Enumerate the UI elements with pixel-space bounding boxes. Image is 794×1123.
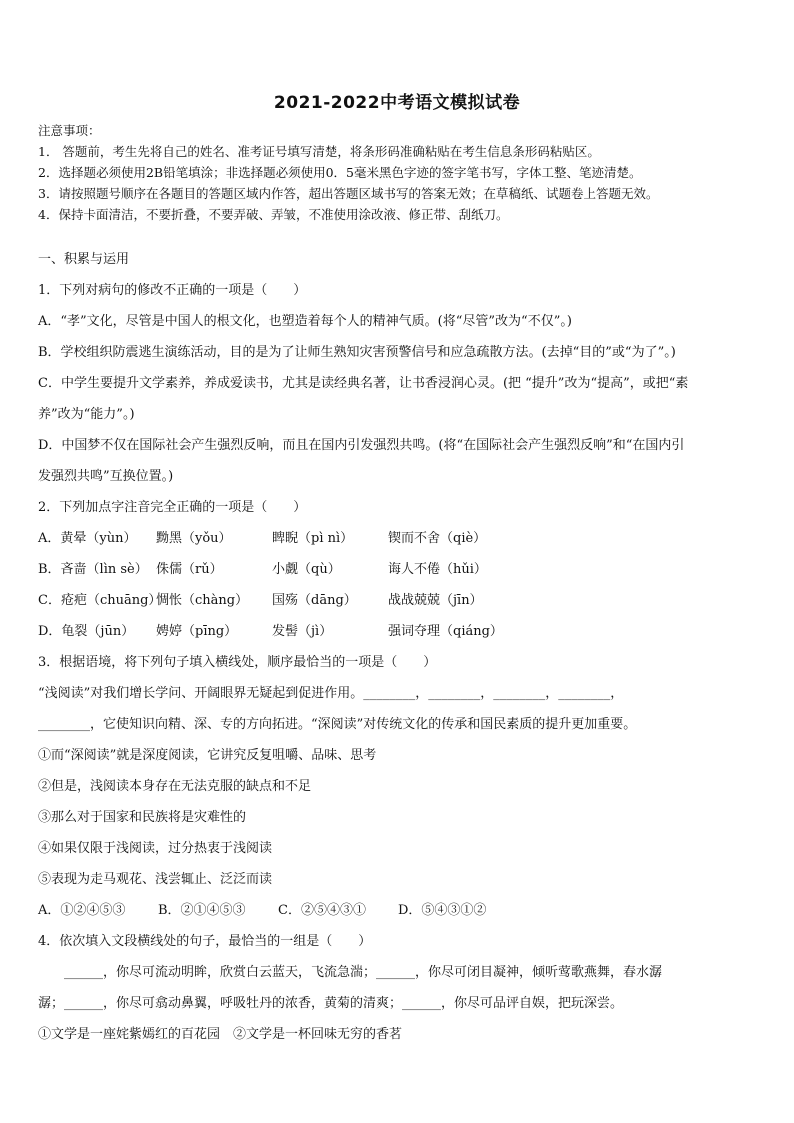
notice-block bbox=[38, 120, 758, 225]
pinyin-item: 锲而不舍（qiè） bbox=[388, 531, 487, 546]
pinyin-item: 惆怅（chàng） bbox=[156, 593, 249, 608]
question-1-option-b: B．学校组织防震逃生演练活动，目的是为了让师生熟知灾害预警信号和应急疏散方法。(去掉“目的”或“为了”。) bbox=[38, 345, 676, 360]
question-2-option-row bbox=[38, 554, 760, 585]
notice-item: 1． 答题前，考生先将自己的姓名、准考证号填写清楚，将条形码准确粘贴在考生信息条形码粘贴区。 bbox=[38, 144, 600, 159]
question-4-passage-line2: 潺；______，你尽可翕动鼻翼，呼吸牡丹的浓香，黄菊的清爽；______，你尽可品评自娱，把玩深尝。 bbox=[38, 996, 624, 1011]
exam-body bbox=[38, 244, 760, 1050]
question-3-options bbox=[38, 895, 760, 926]
question-3-sentence: ⑤表现为走马观花、浅尝辄止、泛泛而读 bbox=[38, 872, 273, 887]
pinyin-item: A．黄晕（yùn） bbox=[38, 531, 137, 546]
question-2-option-row bbox=[38, 616, 760, 647]
question-1-option-d-line2: 发强烈共鸣”互换位置。) bbox=[38, 469, 174, 484]
pinyin-item: 侏儒（rǔ） bbox=[156, 562, 223, 577]
pinyin-item: 睥睨（pì nì） bbox=[272, 531, 354, 546]
section-heading: 一、积累与运用 bbox=[38, 252, 130, 267]
exam-title: 2021-2022中考语文模拟试卷 bbox=[273, 93, 521, 113]
answer-option: D．⑤④③①② bbox=[398, 903, 487, 918]
pinyin-item: 诲人不倦（hǔi） bbox=[388, 562, 487, 577]
question-3-sentence: ②但是，浅阅读本身存在无法克服的缺点和不足 bbox=[38, 779, 312, 794]
question-2-option-row bbox=[38, 523, 760, 554]
question-3-stem: 3．根据语境，将下列句子填入横线处，顺序最恰当的一项是（ ） bbox=[38, 655, 437, 670]
question-1-option-c-line1: C．中学生要提升文学素养，养成爱读书，尤其是读经典名著，让书香浸润心灵。(把 “提升”改为“提高”，或把“素 bbox=[38, 376, 689, 391]
pinyin-item: 黝黑（yǒu） bbox=[156, 531, 232, 546]
question-1-option-d-line1: D．中国梦不仅在国际社会产生强烈反响，而且在国内引发强烈共鸣。(将“在国际社会产生强烈反响”和“在国内引 bbox=[38, 438, 685, 453]
question-2-option-row bbox=[38, 585, 760, 616]
question-1-stem: 1．下列对病句的修改不正确的一项是（ ） bbox=[38, 283, 307, 298]
notice-item: 4．保持卡面清洁，不要折叠，不要弄破、弄皱，不准使用涂改液、修正带、刮纸刀。 bbox=[38, 207, 509, 222]
pinyin-item: 小觑（qù） bbox=[272, 562, 341, 577]
question-3-passage-line2: ________，它使知识向精、深、专的方向拓进。“深阅读”对传统文化的传承和国民素质的提升更加重要。 bbox=[38, 717, 637, 732]
question-3-sentence: ①而“深阅读”就是深度阅读，它讲究反复咀嚼、品味、思考 bbox=[38, 748, 377, 763]
pinyin-item: 战战兢兢（jīn） bbox=[388, 593, 483, 608]
answer-option: C．②⑤④③① bbox=[278, 903, 366, 918]
question-3-passage-line1: “浅阅读”对我们增长学问、开阔眼界无疑起到促进作用。________，________，________，________， bbox=[38, 686, 624, 701]
question-3-sentence: ④如果仅限于浅阅读，过分热衷于浅阅读 bbox=[38, 841, 273, 856]
question-4-stem: 4．依次填入文段横线处的句子，最恰当的一组是（ ） bbox=[38, 934, 372, 949]
pinyin-item: D．龟裂（jūn） bbox=[38, 624, 135, 639]
question-1-option-a: A．“孝”文化，尽管是中国人的根文化，也塑造着每个人的精神气质。(将“尽管”改为“不仅”。) bbox=[38, 314, 572, 329]
pinyin-item: B．吝啬（lìn sè） bbox=[38, 562, 148, 577]
answer-option: A．①②④⑤③ bbox=[38, 903, 126, 918]
notice-item: 2．选择题必须使用2B铅笔填涂；非选择题必须使用0．5毫米黑色字迹的签字笔书写，字体工整、笔迹清楚。 bbox=[38, 165, 642, 180]
question-3-sentence: ③那么对于国家和民族将是灾难性的 bbox=[38, 810, 247, 825]
question-4-sentences: ①文学是一座姹紫嫣红的百花园 ②文学是一杯回味无穷的香茗 bbox=[38, 1027, 403, 1042]
pinyin-item: C．疮疤（chuāng） bbox=[38, 593, 162, 608]
question-1-option-c-line2: 养”改为“能力”。) bbox=[38, 407, 135, 422]
pinyin-item: 娉婷（pīng） bbox=[156, 624, 238, 639]
pinyin-item: 发髻（jì） bbox=[272, 624, 333, 639]
answer-option: B．②①④⑤③ bbox=[158, 903, 246, 918]
pinyin-item: 国殇（dāng） bbox=[272, 593, 357, 608]
notice-heading: 注意事项： bbox=[38, 123, 101, 138]
question-2-stem: 2．下列加点字注音完全正确的一项是（ ） bbox=[38, 500, 307, 515]
notice-item: 3．请按照题号顺序在各题目的答题区域内作答，超出答题区域书写的答案无效；在草稿纸、试题卷上答题无效。 bbox=[38, 186, 659, 201]
pinyin-item: 强词夺理（qiáng） bbox=[388, 624, 503, 639]
question-4-passage-line1: ______，你尽可流动明眸，欣赏白云蓝天，飞流急湍；______，你尽可闭目凝神，倾听莺歌燕舞，春水潺 bbox=[64, 965, 663, 980]
